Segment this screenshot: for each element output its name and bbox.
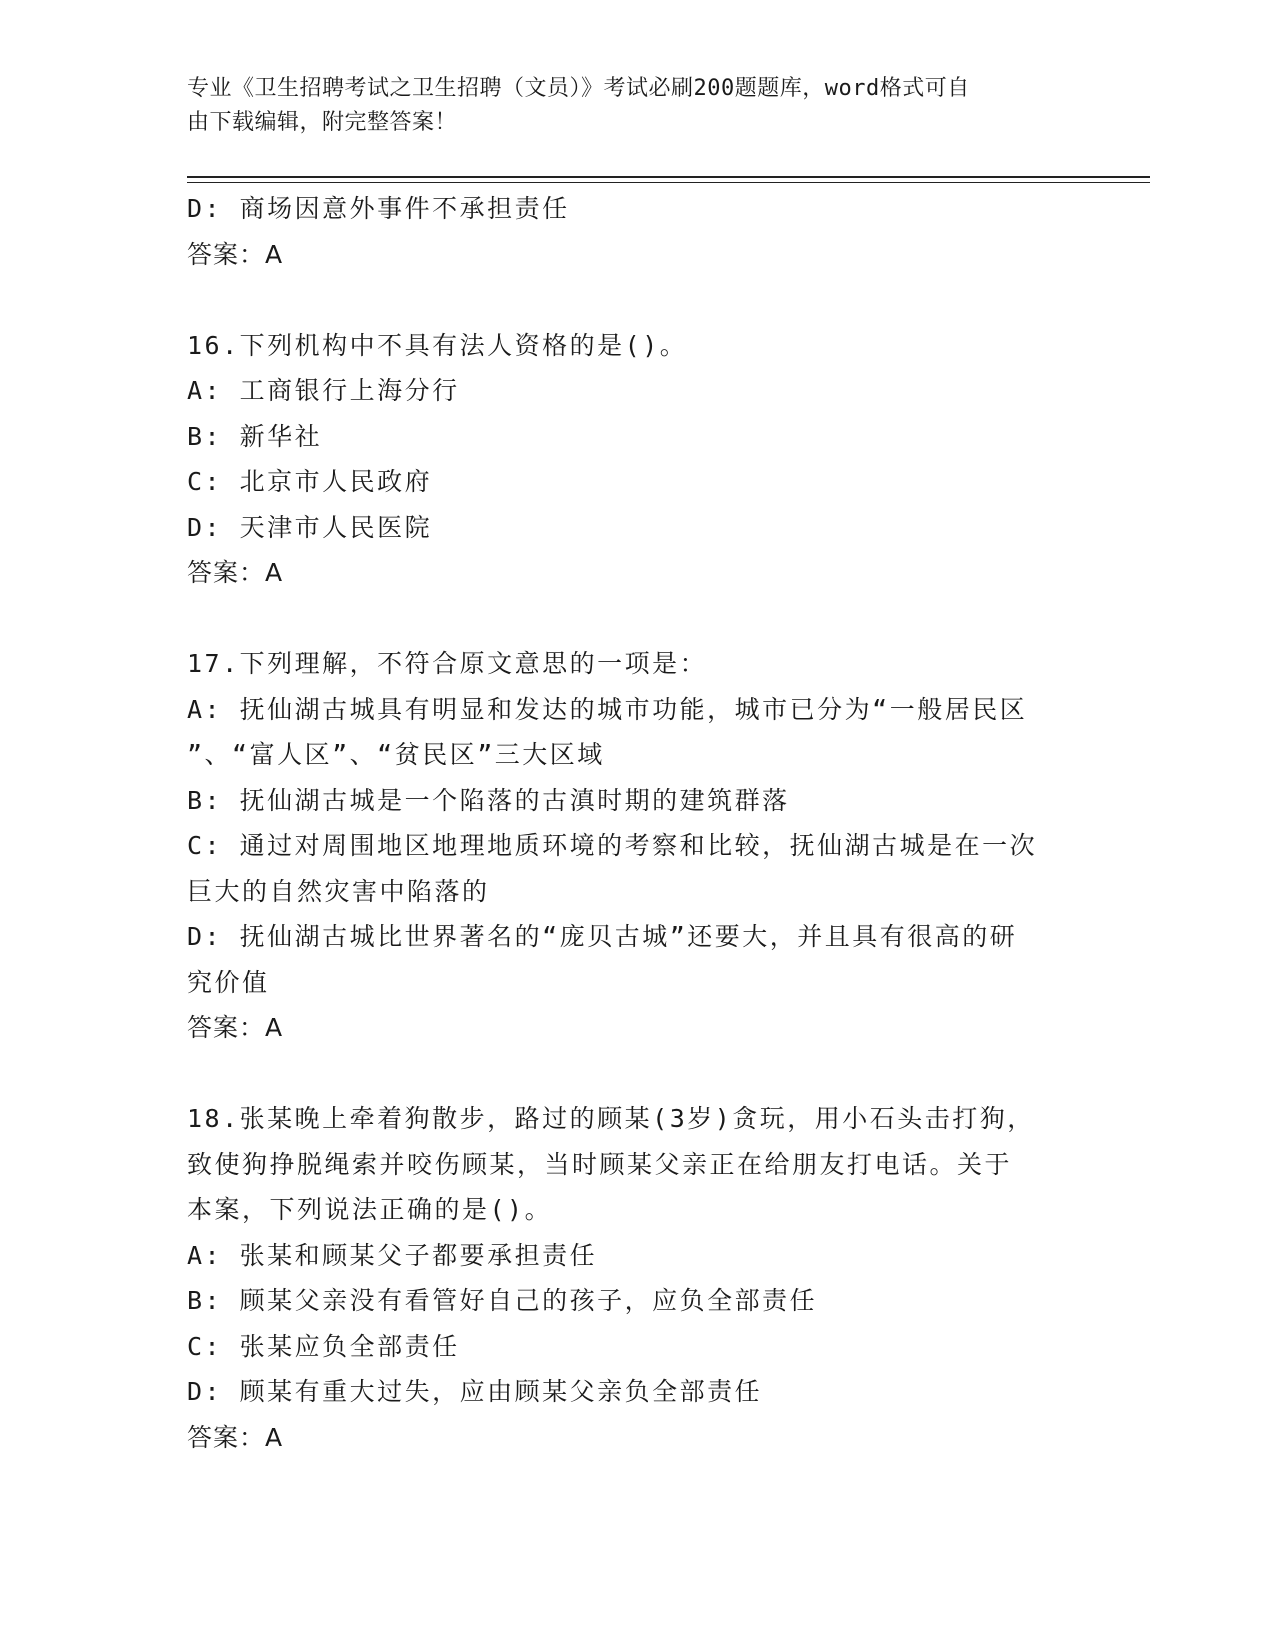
spacer [187, 1051, 1087, 1097]
question-stem: 16.下列机构中不具有法人资格的是()。 [187, 330, 688, 360]
header-divider-thin [187, 182, 1150, 183]
question-15-tail [187, 186, 1087, 277]
document-header [187, 72, 1067, 140]
answer: 答案：A [187, 558, 284, 587]
question-stem-line-2: 致使狗挣脱绳索并咬伤顾某，当时顾某父亲正在给朋友打电话。关于 [187, 1149, 1013, 1179]
option-c: C: 北京市人民政府 [187, 467, 433, 496]
option-a-line-1: A: 抚仙湖古城具有明显和发达的城市功能，城市已分为“一般居民区 [187, 694, 1028, 724]
spacer [187, 596, 1087, 642]
answer: 答案：A [187, 1013, 284, 1042]
answer: 答案：A [187, 239, 284, 269]
option-a-line-2: ”、“富人区”、“贫民区”三大区域 [187, 740, 605, 769]
option-b: B: 抚仙湖古城是一个陷落的古滇时期的建筑群落 [187, 785, 790, 815]
option-d: D: 顾某有重大过失，应由顾某父亲负全部责任 [187, 1377, 763, 1406]
option-c-line-1: C: 通过对周围地区地理地质环境的考察和比较，抚仙湖古城是在一次 [187, 831, 1038, 860]
question-17 [187, 641, 1087, 1051]
header-divider-thick [187, 176, 1150, 178]
option-d-line-2: 究价值 [187, 967, 270, 997]
spacer [187, 277, 1087, 323]
document-body [187, 186, 1087, 1460]
option-d-line-1: D: 抚仙湖古城比世界著名的“庞贝古城”还要大，并且具有很高的研 [187, 922, 1018, 951]
header-line-1: 专业《卫生招聘考试之卫生招聘（文员）》考试必刷200题题库，word格式可自 [187, 76, 970, 101]
question-stem-line-3: 本案，下列说法正确的是()。 [187, 1195, 553, 1224]
question-stem-line-1: 18.张某晚上牵着狗散步，路过的顾某(3岁)贪玩，用小石头击打狗， [187, 1104, 1035, 1133]
option-c-line-2: 巨大的自然灾害中陷落的 [187, 876, 490, 906]
option-d: D: 天津市人民医院 [187, 512, 433, 542]
question-18 [187, 1096, 1087, 1460]
option-c: C: 张某应负全部责任 [187, 1331, 460, 1361]
question-stem: 17.下列理解，不符合原文意思的一项是： [187, 649, 708, 678]
option-b: B: 新华社 [187, 421, 323, 451]
option-a: A: 工商银行上海分行 [187, 376, 460, 405]
option-d: D: 商场因意外事件不承担责任 [187, 194, 570, 223]
option-b: B: 顾某父亲没有看管好自己的孩子，应负全部责任 [187, 1286, 818, 1315]
question-16 [187, 323, 1087, 596]
option-a: A: 张某和顾某父子都要承担责任 [187, 1240, 598, 1270]
header-line-2: 由下载编辑，附完整答案！ [187, 110, 458, 135]
answer: 答案：A [187, 1422, 284, 1452]
